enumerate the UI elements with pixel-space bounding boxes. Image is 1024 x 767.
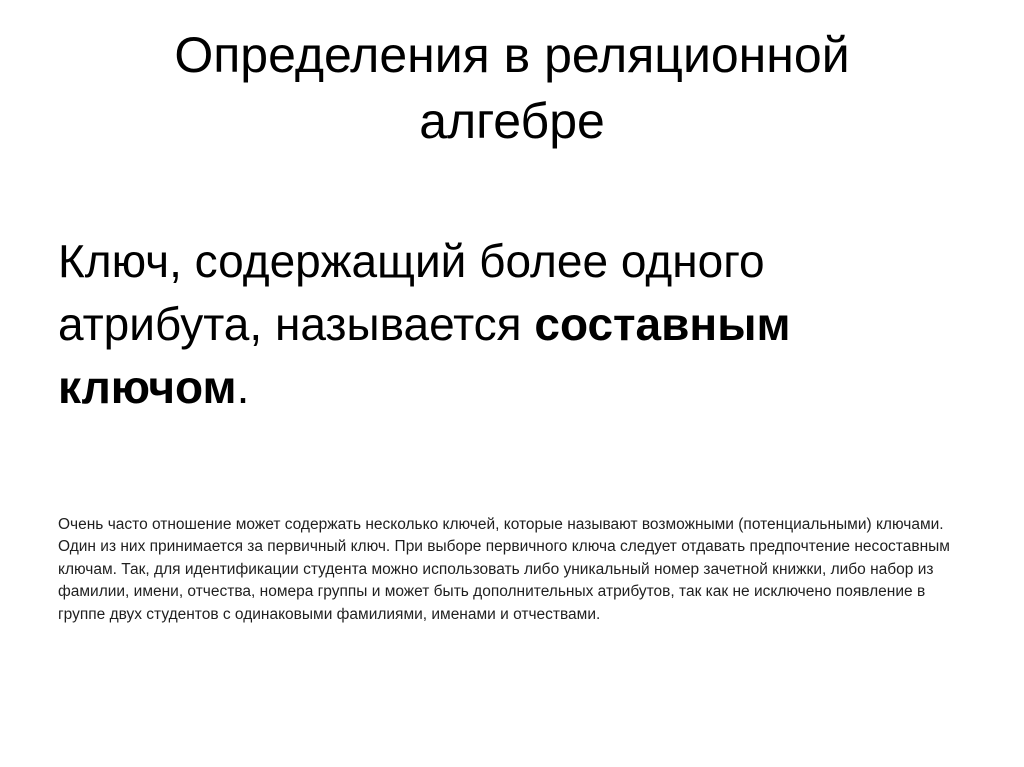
slide-title: Определения в реляционной алгебре [174,27,850,149]
definition-text-before: Ключ, содержащий более одного атрибута, называется [58,235,765,350]
definition-paragraph [58,230,888,419]
definition-bold-term: составным ключом [58,298,791,413]
note-paragraph: Очень часто отношение может содержать несколько ключей, которые называют возможными (потенциальными) ключами. Один из них принимается за первичный ключ. При выборе первичного ключа следует отдавать предпочтение несоставным ключам. Так, для идентификации студента можно использовать либо уникальный номер зачетной книжки, либо набор из фамилии, имени, отчества, номера группы и может быть дополнительных атрибутов, так как не исключено появление в группе двух студентов с одинаковыми фамилиями, именами и отчествами. [58,515,950,623]
definition-text-after: . [236,361,250,413]
